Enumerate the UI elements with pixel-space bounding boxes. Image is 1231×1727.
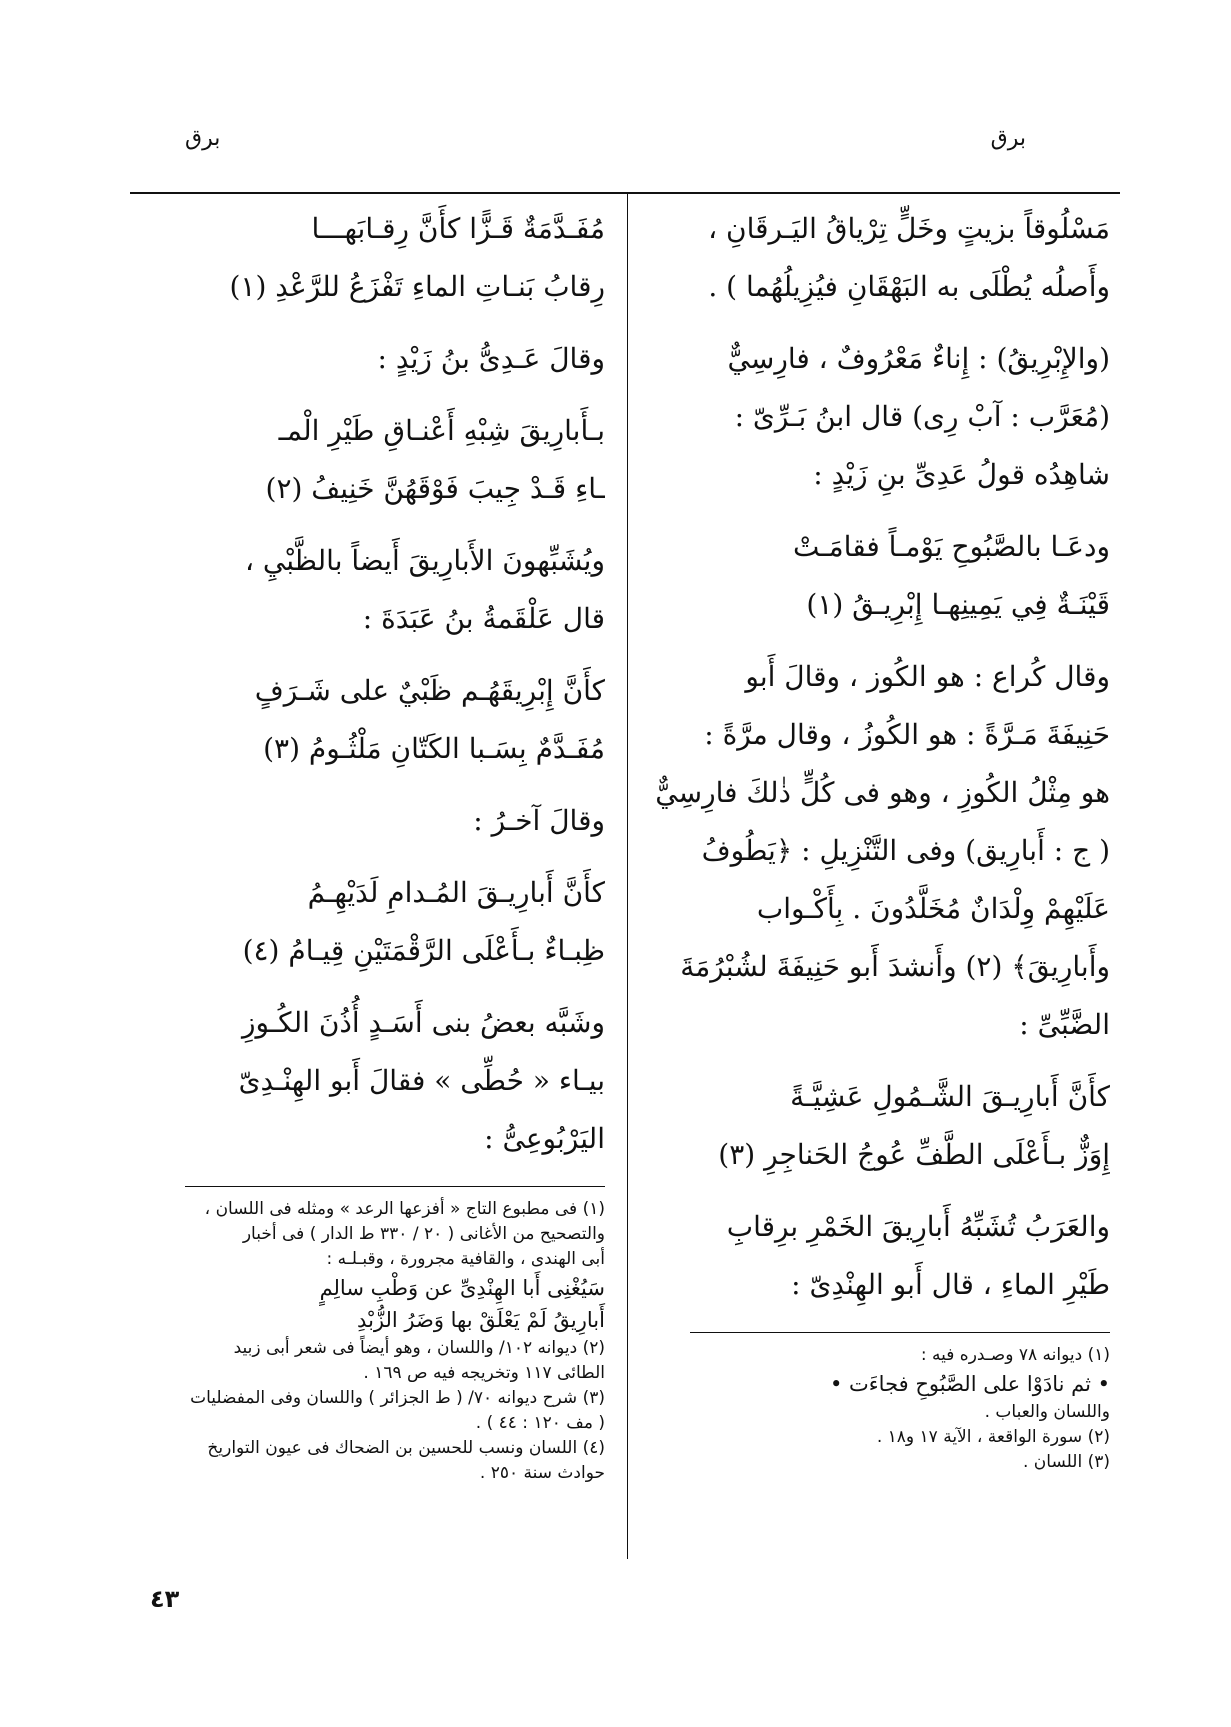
paragraph	[640, 1068, 1110, 1184]
text-line: إِوَزٌّ بـأَعْلَى الطَّفِّ عُوجُ الحَناجِرِ (٣)	[718, 1138, 1110, 1171]
footnote-line: والتصحيح من الأغانى ( ٢٠ / ٣٣٠ ط الدار ) فى أخبار	[242, 1224, 605, 1244]
text-line: الضَّبِّىِّ :	[1019, 1008, 1110, 1041]
paragraph	[140, 792, 605, 850]
paragraph	[640, 1198, 1110, 1314]
paragraph	[140, 662, 605, 778]
left-column	[140, 200, 605, 1486]
text-line: رِقابُ بَنـاتِ الماءِ تَفْزَعُ للرَّعْدِ (١)	[229, 270, 605, 303]
header-rule	[130, 192, 1120, 194]
text-line: كأَنَّ إِبْرِيقَهُـم ظَبْيٌ على شَـرَفٍ	[254, 674, 605, 707]
text-line: هو مِثْلُ الكُوزِ ، وهو فى كُلٍّ ذٰلكَ فارِسِيٌّ	[655, 776, 1110, 809]
text-line: ودعَـا بالصَّبُوحِ يَوْمـاً فقامَـتْ	[792, 530, 1110, 563]
running-header-right: برق	[990, 126, 1026, 151]
text-line: بـأَبارِيقَ شِبْهِ أَعْنـاقِ طَيْرِ الْمـ	[278, 414, 605, 447]
paragraph	[140, 330, 605, 388]
text-line: كأَنَّ أَبارِيـقَ المُـدامِ لَدَيْهِـمُ	[307, 876, 605, 909]
text-line: عَلَيْهِمْ وِلْدَانٌ مُخَلَّدُونَ . بِأَكْـواب	[756, 892, 1110, 925]
paragraph	[640, 518, 1110, 634]
footnote-line: واللسان والعباب .	[984, 1402, 1110, 1422]
text-line: قال عَلْقَمةُ بنُ عَبَدَةَ :	[362, 602, 605, 635]
text-line: قَيْنَـةٌ فِي يَمِينِهـا إِبْرِيـقُ (١)	[806, 588, 1110, 621]
left-column-text	[140, 200, 605, 1168]
left-column-footnotes	[140, 1197, 605, 1486]
text-line: كأَنَّ أَبارِيـقَ الشَّـمُولِ عَشِيَّـةً	[790, 1080, 1110, 1113]
text-line: حَنِيفَةَ مَـرَّةً : هو الكُوزُ ، وقال مرَّةً :	[704, 718, 1110, 751]
footnote-rule	[185, 1186, 605, 1187]
paragraph	[140, 200, 605, 316]
text-line: مُفَـدَّمَةٌ قَـزًّا كأَنَّ رِقـابَهـــا	[311, 212, 605, 245]
paragraph	[140, 994, 605, 1168]
right-column	[640, 200, 1110, 1475]
footnote-line: أَبارِيقُ لَمْ يَعْلَقْ بها وَضَرُ الزُّبْدِ	[357, 1308, 605, 1332]
text-line: بيـاء « حُطِّى » فقالَ أَبو الهِنْـدِىّ	[238, 1064, 605, 1097]
paragraph	[140, 402, 605, 518]
footnote-rule	[690, 1332, 1110, 1333]
text-line: وأَصلُه يُطْلَى به البَهْقَانِ فيُزِيلُهُما ) .	[708, 270, 1110, 303]
footnote-line: (١) ديوانه ٧٨ وصـدره فيه :	[920, 1345, 1110, 1365]
paragraph	[640, 648, 1110, 1054]
footnote-line: (٣) شرح ديوانه ٧٠/ ( ط الجزائر ) واللسان وفى المفضليات	[190, 1388, 605, 1408]
footnote-line: • ثم نادَوْا على الصَّبُوحِ فجاءَت •	[829, 1372, 1110, 1396]
page-number: ٤٣	[150, 1585, 180, 1613]
right-column-footnotes	[640, 1343, 1110, 1475]
text-line: ويُشَبِّهونَ الأَبارِيقَ أَيضاً بالظَّبْيِ ،	[244, 544, 605, 577]
text-line: (والإِبْرِيقُ) : إِناءٌ مَعْرُوفٌ ، فارِسِيٌّ	[727, 342, 1110, 375]
text-line: ظِبـاءٌ بـأَعْلَى الرَّقْمَتَيْنِ قِيـامُ (٤)	[242, 934, 605, 967]
footnote-line: (٢) ديوانه ١٠٢/ واللسان ، وهو أيضاً فى شعر أبى زبيد	[233, 1338, 605, 1358]
footnote-line: (٣) اللسان .	[1023, 1452, 1110, 1472]
footnote-line: (٤) اللسان ونسب للحسين بن الضحاك فى عيون التواريخ	[207, 1438, 605, 1458]
footnote-line: (١) فى مطبوع التاج « أفزعها الرعد » ومثله فى اللسان ،	[204, 1199, 605, 1219]
paragraph	[640, 330, 1110, 504]
text-line: شاهِدُه قولُ عَدِىِّ بنِ زَيْدٍ :	[813, 458, 1110, 491]
paragraph	[140, 532, 605, 648]
running-header-left: برق	[185, 126, 221, 151]
text-line: اليَرْبُوعِىُّ :	[484, 1122, 605, 1155]
text-line: ( ج : أَبارِيق) وفى التَّنْزِيلِ : ﴿يَطُوفُ	[701, 834, 1110, 867]
footnote-line: أبى الهندى ، والقافية مجرورة ، وقبـلـه :	[326, 1249, 605, 1269]
text-line: وشَبَّه بعضُ بنى أَسَـدٍ أُذُنَ الكُـوزِ	[241, 1006, 605, 1039]
paragraph	[140, 864, 605, 980]
footnote-line: سَيُغْنِى أَبا الهِنْدِىِّ عن وَطْبِ سالِمٍ	[319, 1276, 605, 1300]
text-line: مُفَـدَّمٌ بِسَـبا الكَتّانِ مَلْثُـومُ (٣)	[263, 732, 605, 765]
text-line: وقالَ عَـدِىُّ بنُ زَيْدٍ :	[377, 342, 605, 375]
footnote-line: الطائى ١١٧ وتخريجه فيه ص ١٦٩ .	[363, 1363, 605, 1383]
column-divider	[627, 194, 628, 1559]
text-line: وقالَ آخـرُ :	[473, 804, 605, 837]
text-line: مَسْلُوقاً بزيتٍ وخَلٍّ تِرْياقُ اليَـرقَانِ ،	[708, 212, 1110, 245]
text-line: ـاءِ قَـدْ جِيبَ فَوْقَهُنَّ خَنِيفُ (٢)	[265, 472, 605, 505]
footnote-line: (٢) سورة الواقعة ، الآية ١٧ و١٨ .	[876, 1427, 1110, 1447]
text-line: والعَرَبُ تُشَبِّهُ أَبارِيقَ الخَمْرِ برِقابِ	[726, 1210, 1110, 1243]
footnote-line: ( مف ١٢٠ : ٤٤ ) .	[475, 1413, 605, 1433]
text-line: طَيْرِ الماءِ ، قال أَبو الهِنْدِىّ :	[791, 1268, 1110, 1301]
text-line: وأَبارِيقَ﴾ (٢) وأَنشدَ أَبو حَنِيفَةَ لشُبْرُمَةَ	[680, 950, 1110, 983]
text-line: (مُعَرَّب : آبْ رِى) قال ابنُ بَـرِّىّ :	[734, 400, 1110, 433]
right-column-text	[640, 200, 1110, 1314]
text-line: وقال كُراع : هو الكُوز ، وقالَ أَبو	[745, 660, 1110, 693]
footnote-line: حوادث سنة ٢٥٠ .	[479, 1463, 605, 1483]
paragraph	[640, 200, 1110, 316]
